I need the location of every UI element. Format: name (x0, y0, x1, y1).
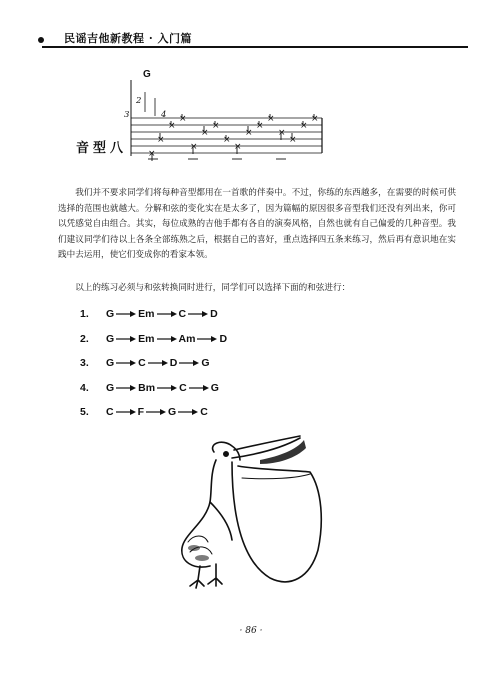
arrow-right-icon (145, 407, 167, 417)
chord-name: G (106, 381, 115, 394)
svg-text:×: × (168, 121, 176, 131)
progression-row (80, 327, 300, 352)
progression-row (80, 351, 300, 376)
running-header (38, 30, 468, 46)
svg-text:×: × (148, 149, 156, 159)
page-number: · 86 · (239, 626, 263, 636)
progression-row (80, 400, 300, 425)
count-3: 3 (124, 110, 130, 120)
svg-text:×: × (267, 114, 275, 124)
book-title: 民谣吉他新教程 · 入门篇 (64, 32, 192, 45)
arrow-right-icon (156, 383, 178, 393)
arrow-right-icon (115, 309, 137, 319)
count-4: 4 (161, 110, 167, 120)
chord-name: D (219, 332, 228, 345)
progression-row (80, 376, 300, 401)
svg-text:×: × (311, 114, 319, 124)
chord-name: G (106, 357, 115, 370)
arrow-right-icon (177, 407, 199, 417)
chord-name: C (138, 357, 146, 370)
chord-name: D (210, 308, 218, 321)
svg-text:×: × (157, 135, 165, 145)
arrow-right-icon (115, 407, 137, 417)
pelican-illustration (160, 430, 340, 600)
svg-text:×: × (289, 135, 297, 145)
svg-text:×: × (234, 142, 242, 152)
arrow-right-icon (196, 334, 218, 344)
chord-name: G (106, 332, 115, 345)
body-paragraph-2: 以上的练习必须与和弦转换同时进行，同学们可以选择下面的和弦进行： (75, 283, 351, 293)
chord-name: C (179, 381, 187, 394)
chord-name: Em (138, 308, 155, 321)
pattern-label: 音型八 (76, 141, 128, 156)
svg-text:×: × (256, 121, 264, 131)
arrow-right-icon (156, 309, 178, 319)
chord-name: G (201, 357, 210, 370)
arrow-right-icon (115, 383, 137, 393)
chord-name: G (106, 308, 115, 321)
progression-number: 1. (80, 308, 89, 321)
progression-number: 3. (80, 357, 89, 370)
chord-name: D (169, 357, 178, 370)
svg-text:×: × (190, 142, 198, 152)
progression-row (80, 302, 300, 327)
header-bullet (38, 37, 44, 43)
arrow-right-icon (147, 358, 169, 368)
tab-x-marks (148, 114, 319, 159)
chord-name: G (143, 69, 151, 80)
svg-text:×: × (245, 128, 253, 138)
svg-text:×: × (179, 114, 187, 124)
chord-name: F (137, 406, 145, 419)
svg-text:×: × (223, 135, 231, 145)
svg-text:×: × (278, 128, 286, 138)
arrow-right-icon (156, 334, 178, 344)
chord-name: C (106, 406, 114, 419)
arrow-right-icon (115, 358, 137, 368)
body-paragraph-1: 我们并不要求同学们将每种音型都用在一首歌的伴奏中。不过，你练的东西越多，在需要的时候可供选择的范围也就越大。分解和弦的变化实在是太多了，因为篇幅的原因很多音型我们还没有列出来，你可以凭感觉自由组合。其实，每位成熟的吉他手都有各自的演奏风格，自然也就有自己偏爱的几种音型。我们建议同学们待以上各条全部练熟之后，根据自己的喜好，重点选择四五条来练习，然后再有意识地在实践中去运用，使它们变成你的看家本领。 (58, 188, 456, 260)
chord-name: Bm (138, 381, 156, 394)
svg-text:×: × (201, 128, 209, 138)
arrow-right-icon (178, 358, 200, 368)
arrow-right-icon (187, 309, 209, 319)
svg-text:×: × (212, 121, 220, 131)
chord-name: G (210, 381, 219, 394)
count-2: 2 (136, 96, 142, 106)
progression-number: 4. (80, 381, 89, 394)
chord-name: G (168, 406, 177, 419)
arrow-right-icon (115, 334, 137, 344)
progression-number: 5. (80, 406, 89, 419)
chord-name: Em (138, 332, 155, 345)
chord-name: Am (178, 332, 196, 345)
chord-name: C (178, 308, 187, 321)
chord-name: C (200, 406, 208, 419)
progression-number: 2. (80, 332, 89, 345)
arrow-right-icon (188, 383, 210, 393)
chord-progression-list (80, 302, 300, 425)
header-rule (42, 46, 468, 48)
svg-text:×: × (300, 121, 308, 131)
